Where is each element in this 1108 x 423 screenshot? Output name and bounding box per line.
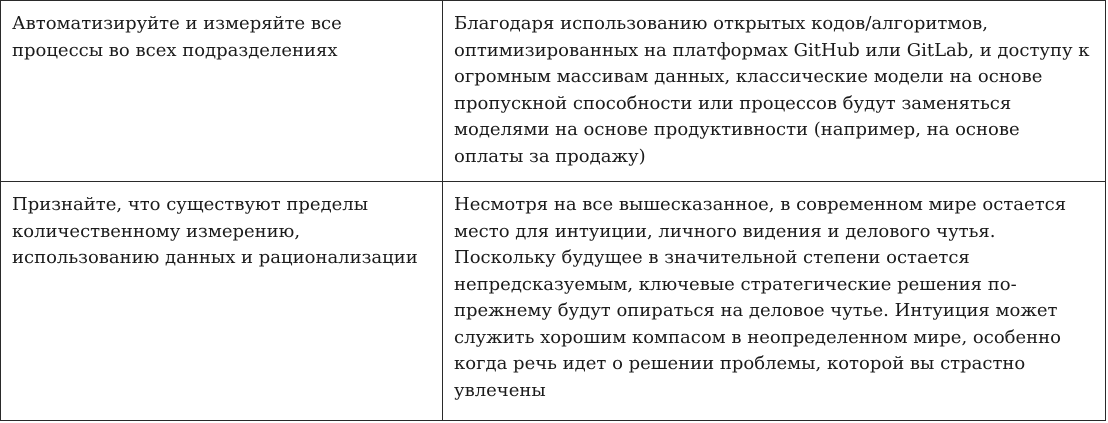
table-row — [1, 182, 1106, 421]
table-cell-explanation — [443, 1, 1106, 182]
table-cell-recommendation — [1, 1, 443, 182]
table-cell-explanation — [443, 182, 1106, 421]
table-row — [1, 1, 1106, 182]
explanation-text: Несмотря на все вышесказанное, в современном мире остается место для интуиции, личного видения и делового чутья. Поскольку будущее в значительной степени остается непредсказуемым, ключевые стратегические решения по- прежнему будут опираться на деловое чутье. Интуиция может служить хорошим компасом в неопределенном мире, особенно когда речь идет о решении проблемы, которой вы страстно увлечены — [454, 194, 1067, 401]
recommendation-text: Признайте, что существуют пределы количественному измерению, использованию данных и рационализации — [12, 194, 418, 268]
table-cell-recommendation — [1, 182, 443, 421]
explanation-text: Благодаря использованию открытых кодов/алгоритмов, оптимизированных на платформах GitHub или GitLab, и доступу к огромным массивам данных, классические модели на основе пропускной способности или процессов будут заменяться моделями на основе продуктивности (например, на основе оплаты за продажу) — [454, 13, 1090, 167]
recommendation-text: Автоматизируйте и измеряйте все процессы во всех подразделениях — [12, 13, 342, 61]
